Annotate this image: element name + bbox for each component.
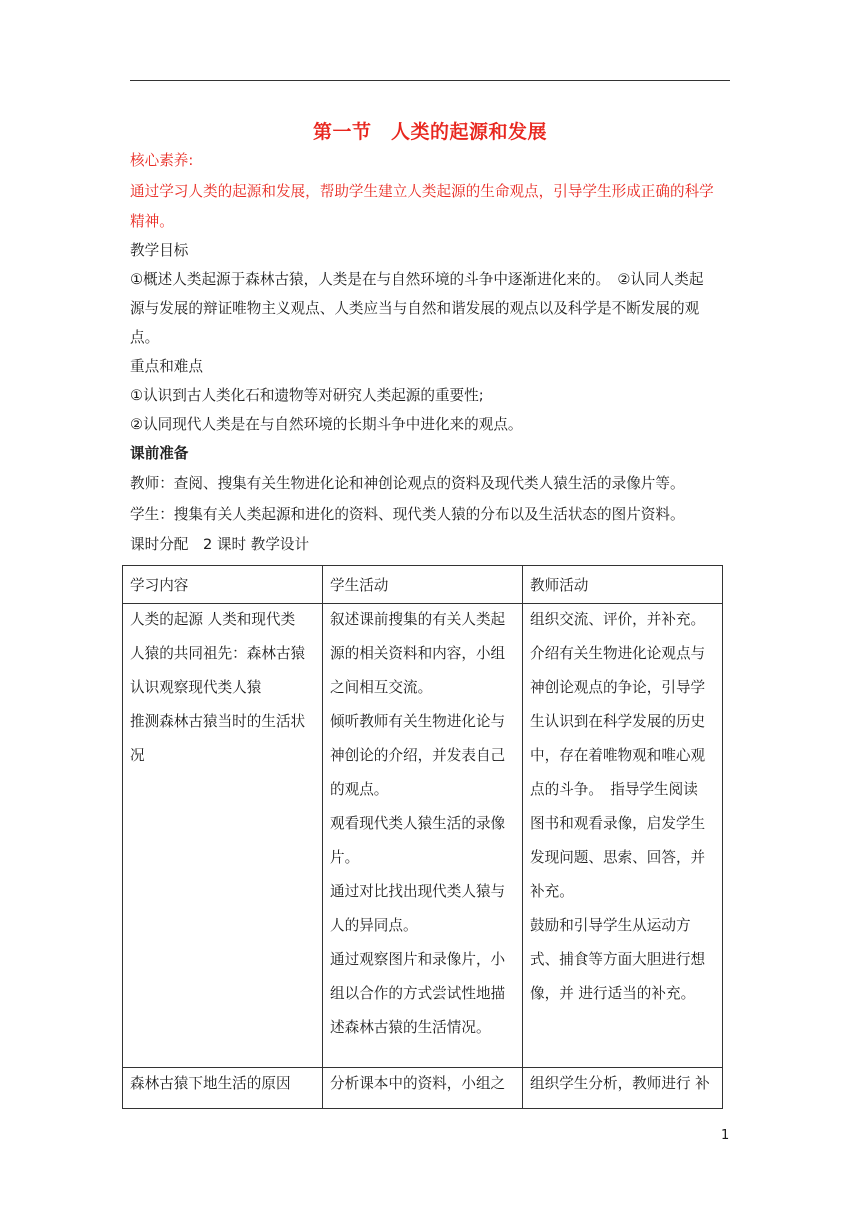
cell-line: 人的异同点。 [330, 917, 418, 934]
prep-text-line: 教师：查阅、搜集有关生物进化论和神创论观点的资料及现代类人猿生活的录像片等。 [130, 475, 685, 492]
cell-line: 森林古猿下地生活的原因 [130, 1075, 291, 1092]
cell-line: 组织交流、评价，并补充。 [530, 611, 706, 628]
cell-line: 叙述课前搜集的有关人类起 [330, 611, 506, 628]
student-cell [323, 1068, 523, 1109]
table-row [123, 604, 723, 1068]
prep-text-line: 课时分配 2 课时 教学设计 [130, 536, 310, 553]
teacher-cell [523, 1068, 723, 1109]
cell-line: 认识观察现代类人猿 [130, 679, 262, 696]
top-rule [130, 80, 730, 81]
key-text-line: ①认识到古人类化石和遗物等对研究人类起源的重要性; [130, 387, 484, 404]
cell-line: 推测森林古猿当时的生活状 [130, 713, 306, 730]
cell-line: 补充。 [530, 883, 574, 900]
prep-heading: 课前准备 [130, 445, 189, 462]
cell-line: 组织学生分析，教师进行 补 [530, 1075, 710, 1092]
page-title: 第一节 人类的起源和发展 [312, 121, 547, 143]
cell-line: 述森林古猿的生活情况。 [330, 1019, 491, 1036]
header-student: 学生活动 [323, 566, 523, 604]
goals-heading: 教学目标 [130, 242, 189, 259]
cell-line: 神创论的介绍，并发表自己 [330, 747, 506, 764]
cell-line: 源的相关资料和内容，小组 [330, 645, 506, 662]
page-number: 1 [721, 1128, 730, 1143]
cell-line: 点的斗争。 指导学生阅读 [530, 781, 698, 798]
cell-line: 生认识到在科学发展的历史 [530, 713, 706, 730]
core-heading: 核心素养: [130, 152, 194, 169]
goals-text-line: ①概述人类起源于森林古猿，人类是在与自然环境的斗争中逐渐进化来的。 ②认同人类起 [130, 271, 704, 288]
goals-text-line: 点。 [130, 329, 160, 346]
student-cell [323, 604, 523, 1068]
lesson-design-table [122, 565, 723, 1109]
content-cell [123, 1068, 323, 1109]
header-content: 学习内容 [123, 566, 323, 604]
cell-line: 倾听教师有关生物进化论与 [330, 713, 506, 730]
cell-line: 的观点。 [330, 781, 389, 798]
cell-line: 发现问题、思索、回答，并 [530, 849, 706, 866]
cell-line: 通过观察图片和录像片，小 [330, 951, 506, 968]
teacher-cell [523, 604, 723, 1068]
table-row [123, 1068, 723, 1109]
key-text-line: ②认同现代人类是在与自然环境的长期斗争中进化来的观点。 [130, 416, 523, 433]
cell-line: 之间相互交流。 [330, 679, 433, 696]
cell-line: 式、捕食等方面大胆进行想 [530, 951, 706, 968]
core-text-line: 精神。 [130, 213, 174, 230]
goals-text-line: 源与发展的辩证唯物主义观点、人类应当与自然和谐发展的观点以及科学是不断发展的观 [130, 300, 700, 317]
cell-line: 中，存在着唯物观和唯心观 [530, 747, 706, 764]
header-teacher: 教师活动 [523, 566, 723, 604]
core-text-line: 通过学习人类的起源和发展，帮助学生建立人类起源的生命观点，引导学生形成正确的科学 [130, 183, 714, 200]
prep-text-line: 学生：搜集有关人类起源和进化的资料、现代类人猿的分布以及生活状态的图片资料。 [130, 506, 685, 523]
cell-line: 通过对比找出现代类人猿与 [330, 883, 506, 900]
key-heading: 重点和难点 [130, 358, 203, 375]
cell-line: 片。 [330, 849, 360, 866]
cell-line: 人猿的共同祖先：森林古猿 [130, 645, 306, 662]
content-cell [123, 604, 323, 1068]
cell-line: 组以合作的方式尝试性地描 [330, 985, 506, 1002]
cell-line: 介绍有关生物进化论观点与 [530, 645, 706, 662]
cell-line: 图书和观看录像，启发学生 [530, 815, 706, 832]
table-header-row [123, 566, 723, 604]
cell-line: 像，并 进行适当的补充。 [530, 985, 696, 1002]
cell-line: 人类的起源 人类和现代类 [130, 611, 296, 628]
cell-line: 神创论观点的争论，引导学 [530, 679, 706, 696]
cell-line: 观看现代类人猿生活的录像 [330, 815, 506, 832]
cell-line: 况 [130, 747, 145, 764]
cell-line: 鼓励和引导学生从运动方 [530, 917, 691, 934]
cell-line: 分析课本中的资料，小组之 [330, 1075, 506, 1092]
